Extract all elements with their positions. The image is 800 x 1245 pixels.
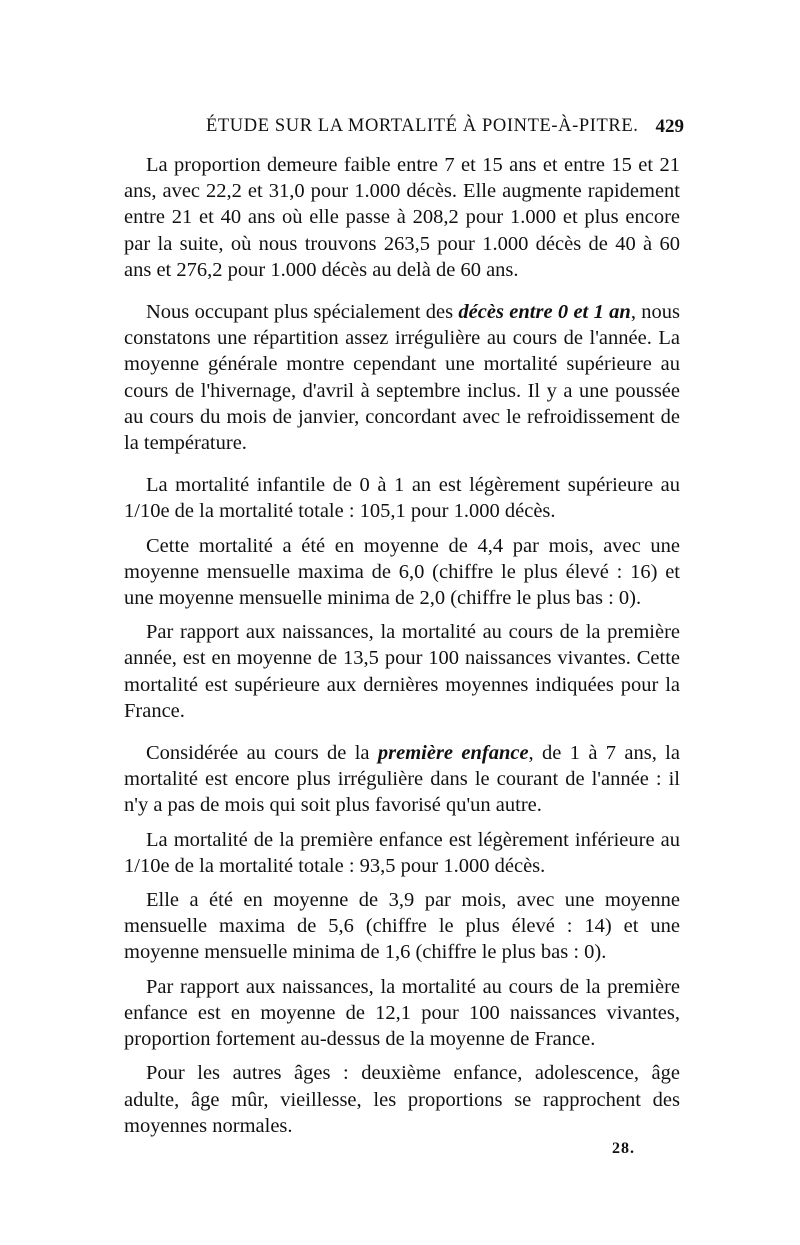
paragraph-5: Par rapport aux naissances, la mortalité au cours de la première année, est en moyenne de 13,5 pour 100 naissances vivantes. Cette mortalité est supérieure aux dernières moyennes indiquées pour la France. [124,621,680,722]
page-header [124,116,684,146]
paragraph-6-emphasis: première enfance [377,742,529,765]
paragraph-9: Par rapport aux naissances, la mortalité au cours de la première enfance est en moyenne de 12,1 pour 100 naissances vivantes, proportion fortement au-dessus de la moyenne de France. [124,975,680,1051]
printer-signature: 28. [612,1140,635,1157]
paragraph-10: Pour les autres âges : deuxième enfance, adolescence, âge adulte, âge mûr, vieillesse, les proportions se rapprochent des moyennes normales. [124,1062,680,1137]
paragraph-2-before: Nous occupant plus spécialement des [146,301,459,324]
paragraph-7: La mortalité de la première enfance est légèrement inférieure au 1/10e de la mortalité totale : 93,5 pour 1.000 décès. [124,828,680,877]
paragraph-4: Cette mortalité a été en moyenne de 4,4 par mois, avec une moyenne mensuelle maxima de 6,0 (chiffre le plus élevé : 16) et une moyenne mensuelle minima de 2,0 (chiffre le plus bas : 0). [124,534,680,610]
paragraph-6-before: Considérée au cours de la [146,742,378,765]
paragraph-2-emphasis: décès entre 0 et 1 an [458,301,631,324]
body-text [124,152,680,1147]
paragraph-8: Elle a été en moyenne de 3,9 par mois, avec une moyenne mensuelle maxima de 5,6 (chiffre le plus élevé : 14) et une moyenne mensuelle minima de 1,6 (chiffre le plus bas : 0). [124,889,680,964]
paragraph-2 [124,299,680,456]
paragraph-6 [124,740,680,819]
paragraph-2-after: , nous constatons une répartition assez irrégulière au cours de l'année. La moyenne générale montre cependant une mortalité supérieure au cours de l'hivernage, d'avril à septembre inclus. Il y a une poussée au cours du mois de janvier, concordant avec le refroidissement de la température. [124,301,680,455]
page-number: 429 [655,116,684,137]
paragraph-6-after: , de 1 à 7 ans, la mortalité est encore plus irrégulière dans le courant de l'année : il n'y a pas de mois qui soit plus favorisé qu'un autre. [124,742,680,817]
running-title: ÉTUDE SUR LA MORTALITÉ À POINTE-À-PITRE. [206,116,639,136]
paragraph-1: La proportion demeure faible entre 7 et 15 ans et entre 15 et 21 ans, avec 22,2 et 31,0 pour 1.000 décès. Elle augmente rapidement entre 21 et 40 ans où elle passe à 208,2 pour 1.000 et plus encore par la suite, où nous trouvons 263,5 pour 1.000 décès de 40 à 60 ans et 276,2 pour 1.000 décès au delà de 60 ans. [124,154,680,281]
paragraph-3: La mortalité infantile de 0 à 1 an est légèrement supérieure au 1/10e de la mortalité totale : 105,1 pour 1.000 décès. [124,474,680,523]
